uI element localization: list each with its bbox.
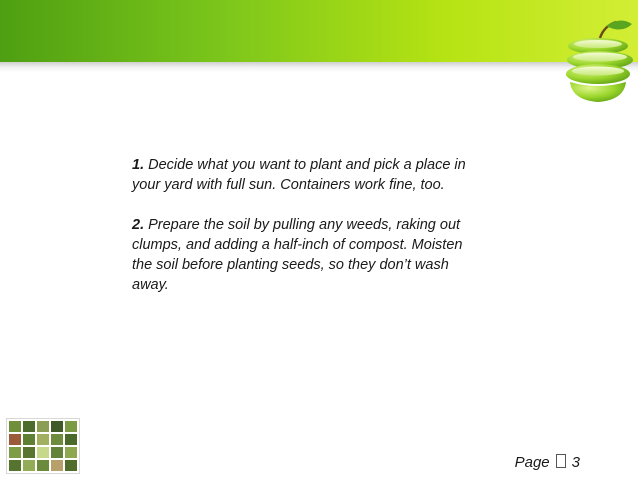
- page-number: 3: [571, 454, 580, 471]
- slide-body: [132, 155, 482, 295]
- header-band: [0, 0, 638, 62]
- step-2-text: Prepare the soil by pulling any weeds, raking out clumps, and adding a half-inch of compost. Moisten the soil before planting seeds, so they don’t wash away.: [132, 217, 463, 293]
- step-1: [132, 155, 482, 195]
- sliced-apple-icon: [560, 16, 636, 104]
- header-stripe: [0, 62, 638, 72]
- page-label: Page: [514, 454, 550, 471]
- page-footer: [515, 454, 580, 471]
- plant-thumbnail-collage: [6, 418, 80, 474]
- step-2: [132, 215, 482, 295]
- step-1-text: Decide what you want to plant and pick a place in your yard with full sun. Containers work fine, too.: [132, 157, 466, 193]
- missing-glyph-icon: [556, 454, 566, 468]
- step-1-number: 1.: [132, 157, 145, 173]
- step-2-number: 2.: [132, 217, 145, 233]
